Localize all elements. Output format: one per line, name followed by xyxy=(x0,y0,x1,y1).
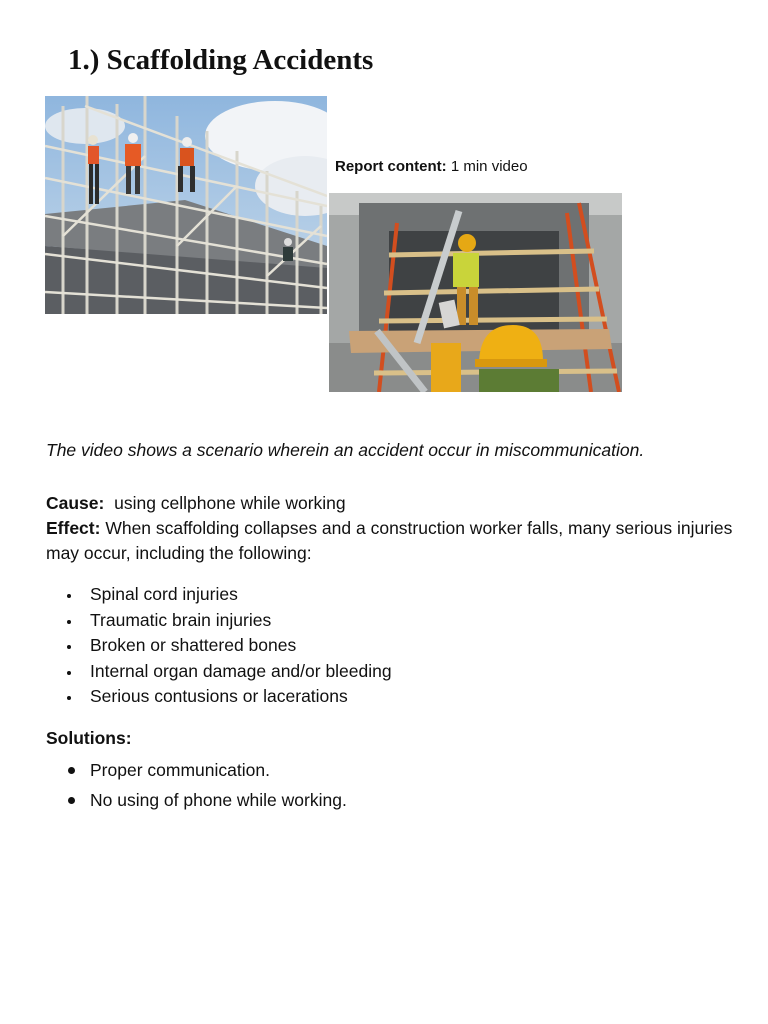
intro-text: The video shows a scenario wherein an accident occur in miscommunication. xyxy=(46,440,645,460)
injuries-list xyxy=(46,582,392,710)
solutions-list xyxy=(46,756,347,816)
effect-label: Effect: xyxy=(46,518,101,538)
report-content xyxy=(335,158,528,175)
pipe-handover-photo xyxy=(329,193,622,392)
list-item: Serious contusions or lacerations xyxy=(46,684,392,710)
list-item: Traumatic brain injuries xyxy=(46,608,392,634)
page-title: 1.) Scaffolding Accidents xyxy=(68,44,374,76)
cause-effect xyxy=(46,491,736,566)
list-item: Internal organ damage and/or bleeding xyxy=(46,659,392,685)
effect-text: When scaffolding collapses and a construction worker falls, many serious injuries may occur, including the following: xyxy=(46,518,733,563)
list-item: No using of phone while working. xyxy=(46,786,347,816)
report-content-label: Report content: xyxy=(335,158,447,175)
scaffolding-workers-photo xyxy=(45,96,327,314)
effect-line xyxy=(46,516,736,566)
list-item: Proper communication. xyxy=(46,756,347,786)
list-item: Broken or shattered bones xyxy=(46,633,392,659)
cause-text: using cellphone while working xyxy=(114,493,346,513)
cause-line xyxy=(46,491,736,516)
report-content-value: 1 min video xyxy=(450,158,528,175)
solutions-heading: Solutions: xyxy=(46,728,132,748)
cause-label: Cause: xyxy=(46,493,105,513)
list-item: Spinal cord injuries xyxy=(46,582,392,608)
